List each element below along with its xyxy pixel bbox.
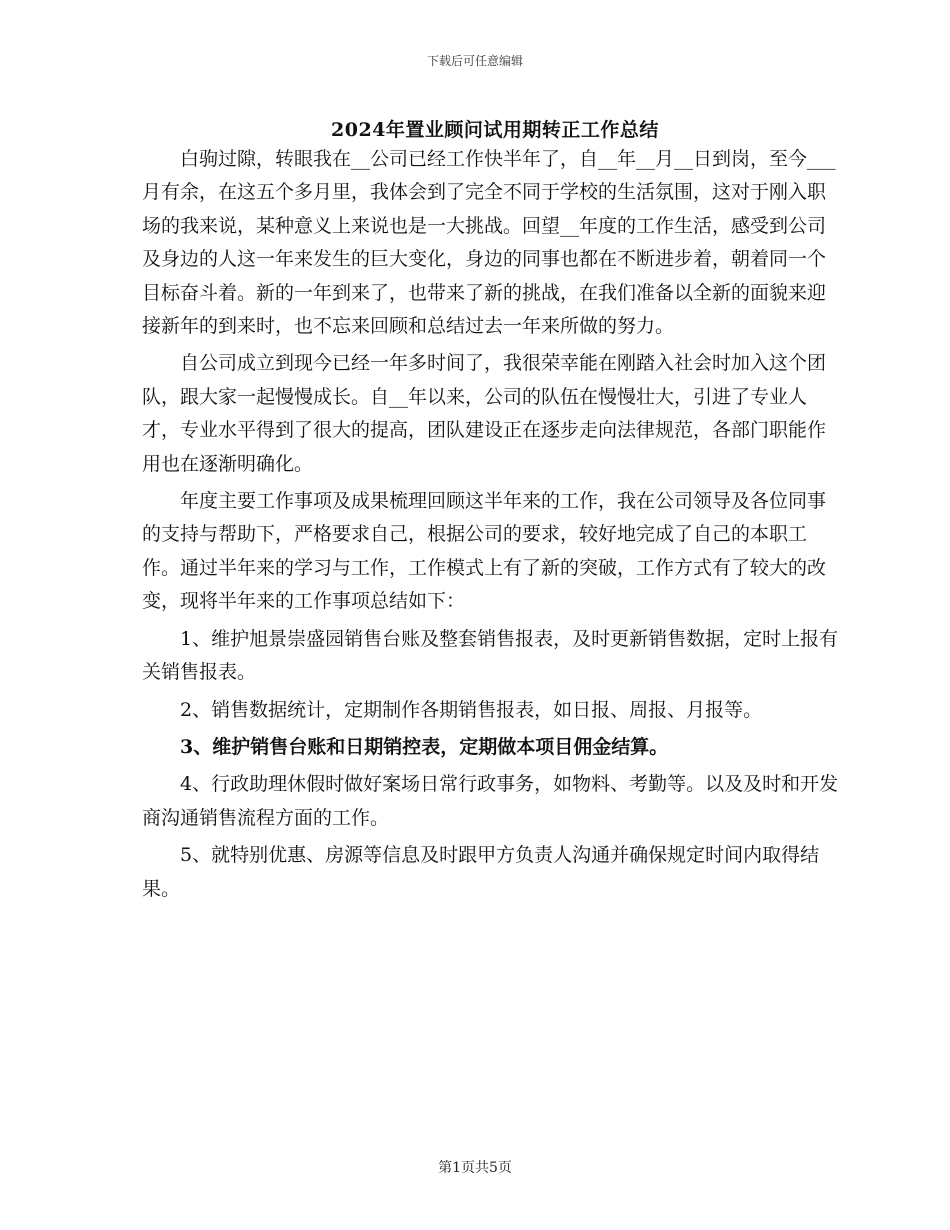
list-item-4: 4、行政助理休假时做好案场日常行政事务，如物料、考勤等。以及及时和开发商沟通销售流程方面的工作。 (142, 773, 839, 829)
list-item-2: 2、销售数据统计，定期制作各期销售报表，如日报、周报、月报等。 (180, 698, 763, 721)
list-item-3: 3、维护销售台账和日期销控表，定期做本项目佣金结算。 (180, 735, 669, 758)
document-title: 2024年置业顾问试用期转正工作总结 (331, 119, 659, 141)
list-item-5: 5、就特别优惠、房源等信息及时跟甲方负责人沟通并确保规定时间内取得结果。 (142, 844, 820, 900)
list-item-1: 1、维护旭景崇盛园销售台账及整套销售报表，及时更新销售数据，定时上报有关销售报表。 (142, 627, 839, 684)
paragraph-intro: 白驹过隙，转眼我在__公司已经工作快半年了，自__年__月__日到岗，至今___月有余，在这五个多月里，我体会到了完全不同于学校的生活氛围，这对于刚入职场的我来说，某种意义上来说也是一大挑战。回望__年度的工作生活，感受到公司及身边的人这一年来发生的巨大变化，身边的同事也都在不断进步着，朝着同一个目标奋斗着。新的一年到来了，也带来了新的挑战，在我们准备以全新的面貌来迎接新年的到来时，也不忘来回顾和总结过去一年来所做的努力。 (142, 148, 836, 338)
page-number: 第1页共5页 (438, 1160, 512, 1176)
document-body (142, 143, 842, 906)
paragraph-company-growth: 自公司成立到现今已经一年多时间了，我很荣幸能在刚踏入社会时加入这个团队，跟大家一起慢慢成长。自__年以来，公司的队伍在慢慢壮大，引进了专业人才，专业水平得到了很大的提高，团队建设正在逐步走向法律规范，各部门职能作用也在逐渐明确化。 (142, 352, 827, 475)
paragraph-work-review: 年度主要工作事项及成果梳理回顾这半年来的工作，我在公司领导及各位同事的支持与帮助下，严格要求自己，根据公司的要求，较好地完成了自己的本职工作。通过半年来的学习与工作，工作模式上有了新的突破，工作方式有了较大的改变，现将半年来的工作事项总结如下： (142, 490, 827, 613)
page-header-note: 下载后可任意编辑 (426, 54, 523, 68)
